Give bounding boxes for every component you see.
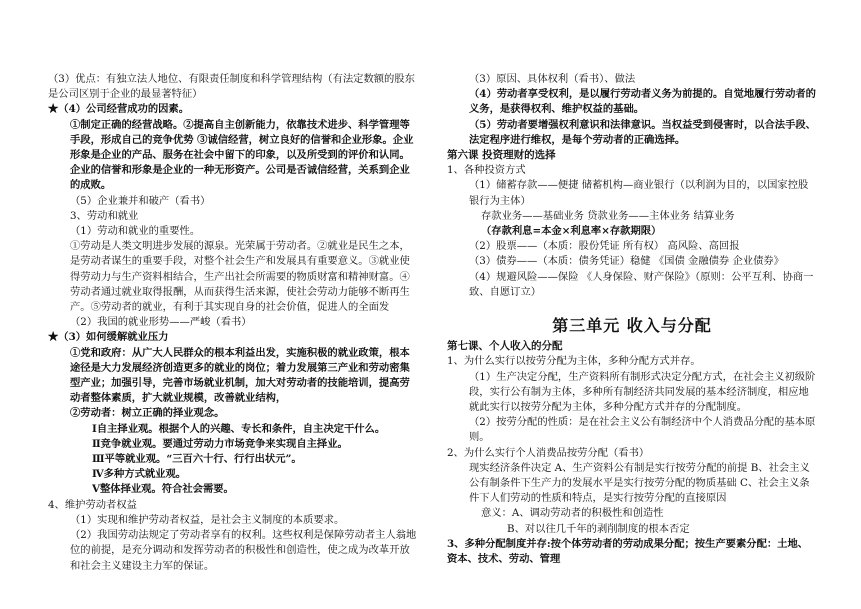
unit-three-title: 第三单元 收入与分配	[552, 316, 712, 336]
lesson-seven-title: 第七课、个人收入的分配	[447, 340, 563, 353]
employment-situation-line: （2）我国的就业形势——严峻（看书）	[70, 316, 252, 329]
worker-attitude-line: ②劳动者：树立正确的择业观念。	[70, 407, 225, 420]
multiple-distribution-paragraph: 3、多种分配制度并存:按个体劳动者的劳动成果分配；按生产要素分配：土地、资本、技术、劳动、管理	[447, 537, 809, 566]
rights-awareness-paragraph: （5）劳动者要增强权利意识和法律意识。当权益受到侵害时，以合法手段、法定程序进行维权，是每个劳动者的正确选择。	[469, 118, 816, 146]
career-view-2: Ⅱ竞争就业观。要通过劳动力市场竞争来实现自主择业。	[92, 437, 348, 450]
company-advantage-paragraph: （3）优点：有独立法人地位、有限责任制度和科学管理结构（有法定数额的股东是公司区别于企业的最显著特征）	[48, 73, 415, 101]
savings-deposit-paragraph: （1）储蓄存款——便捷 储蓄机构—商业银行（以利润为目的，以国家控股银行为主体）	[469, 179, 809, 207]
worker-rights-heading: 4、维护劳动者权益	[48, 498, 137, 511]
significance-line-a: 意义：A、调动劳动者的积极性和创造性	[481, 507, 664, 520]
rights-reason-line: （3）原因、具体权利（看书）、做法	[469, 73, 636, 85]
employment-importance-heading: （1）劳动和就业的重要性。	[70, 225, 201, 238]
employment-pressure-heading: ★（3）如何缓解就业压力	[48, 331, 169, 344]
distribution-why-paragraph: （1）生产决定分配，生产资料所有制形式决定分配方式，在社会主义初级阶段，实行公有制为主体，多种所有制经济共同发展的基本经济制度，相应地就此实行以按劳分配为主体，多种分配方式并存的分配制度。	[469, 370, 816, 414]
merger-bankruptcy-line: （5）企业兼并和破产（看书）	[70, 194, 211, 207]
worker-rights-point-2: （2）我国劳动法规定了劳动者享有的权利。这些权利是保障劳动者主人翁地位的前提，是充分调动和发挥劳动者的积极性和创造性，使之成为改革开放和社会主义建设主力军的保证。	[70, 529, 417, 572]
interest-formula-line: （存款利息=本金×利息率×存款期限）	[481, 225, 662, 238]
investment-types-heading: 1、各种投资方式	[447, 164, 526, 177]
insurance-paragraph: （4）规避风险——保险 《人身保险、财产保险》（原则：公平互利、协商一致、自愿订立）	[469, 270, 814, 298]
right-column	[447, 72, 817, 567]
bond-line: （3）债券——（本质：债务凭证）稳健 《国债 金融债券 企业债券》	[469, 255, 784, 268]
worker-rights-point-1: （1）实现和维护劳动者权益，是社会主义制度的本质要求。	[70, 513, 345, 526]
government-measures-paragraph: ①党和政府：从广大人民群众的根本利益出发，实施积极的就业政策，根本途径是大力发展经济创造更多的就业的岗位；着力发展第三产业和劳动密集型产业；加强引导，完善市场就业机制，加大对劳动者的技能培训，提高劳动者整体素质，扩大就业规模，改善就业结构，	[70, 346, 410, 405]
lesson-six-title: 第六课 投资理财的选择	[447, 149, 556, 162]
consumer-goods-heading: 2、为什么实行个人消费品按劳分配（看书）	[447, 446, 650, 459]
employment-importance-paragraph: ①劳动是人类文明进步发展的源泉。光荣属于劳动者。②就业是民生之本，是劳动者谋生的重要手段，对整个社会生产和发展具有重要意义。③就业使得劳动力与生产资料相结合，生产出社会所需要的物质财富和精神财富。④劳动者通过就业取得报酬，从而获得生活来源，使社会劳动力能够不断再生产。⑤劳动者的就业，有利于其实现自身的社会价值，促进人的全面发	[70, 240, 410, 314]
economic-conditions-paragraph: 现实经济条件决定 A、生产资料公有制是实行按劳分配的前提 B、社会主义公有制条件下生产力的发展水平是实行按劳分配的物质基础 C、社会主义条件下人们劳动的性质和特点，是实行按劳分配的直接原因	[469, 461, 810, 505]
rights-duties-paragraph: （4）劳动者享受权利，是以履行劳动者义务为前提的。自觉地履行劳动者的义务，是获得权利、维护权益的基础。	[469, 88, 816, 116]
distribution-why-heading: 1、为什么实行以按劳分配为主体，多种分配方式并存。	[447, 355, 701, 368]
career-view-5: Ⅴ整体择业观。符合社会需要。	[92, 483, 234, 496]
distribution-nature-paragraph: （2）按劳分配的性质：是在社会主义公有制经济中个人消费品分配的基本原则。	[469, 416, 816, 444]
labor-employment-heading: 3、劳动和就业	[70, 209, 139, 222]
career-view-3: Ⅲ平等就业观。“三百六十行、行行出状元”。	[92, 453, 302, 466]
company-success-factors: ①制定正确的经营战略。②提高自主创新能力，依靠技术进步、科学管理等手段，形成自己的竞争优势 ③诚信经营，树立良好的信誉和企业形象。企业形象是企业的产品、服务在社会中留下的印象，以及所受到的评价和认同。企业的信誉和形象是企业的一种无形资产。公司是否诚信经营，关系到企业的成败。	[70, 118, 414, 192]
bank-business-line: 存款业务——基础业务 贷款业务——主体业务 结算业务	[481, 209, 735, 222]
significance-line-b: B、对以往几千年的剥削制度的根本否定	[507, 522, 690, 535]
career-view-4: Ⅳ多种方式就业观。	[92, 468, 187, 481]
career-view-1: Ⅰ自主择业观。根据个人的兴趣、专长和条件，自主决定干什么。	[92, 422, 386, 435]
stock-line: （2）股票——（本质：股份凭证 所有权） 高风险、高回报	[469, 240, 740, 253]
company-success-heading: ★（4）公司经营成功的因素。	[48, 103, 190, 116]
left-column	[48, 72, 420, 574]
